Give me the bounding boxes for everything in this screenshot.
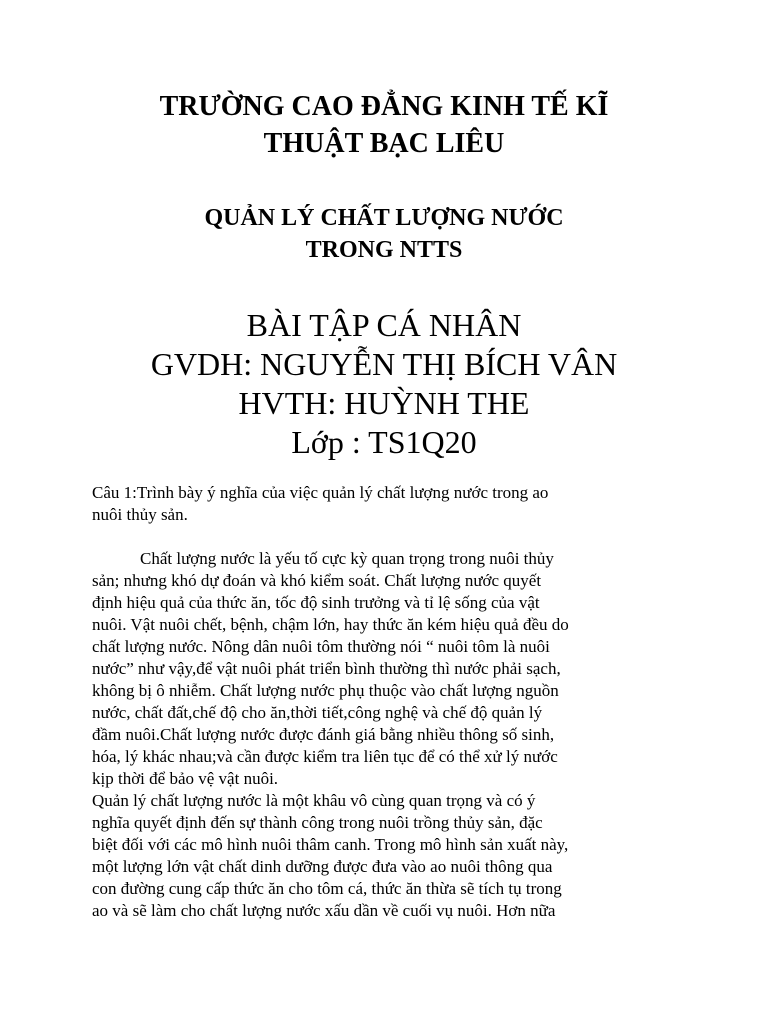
subject-title-line-1: QUẢN LÝ CHẤT LƯỢNG NƯỚC bbox=[204, 205, 564, 231]
instructor-name: GVDH: NGUYỄN THỊ BÍCH VÂN bbox=[150, 346, 618, 382]
assignment-info bbox=[84, 306, 684, 462]
paragraph-line: nước” như vậy,để vật nuôi phát triển bình thường thì nước phải sạch, bbox=[92, 659, 561, 678]
paragraph-line: chất lượng nước. Nông dân nuôi tôm thường nói “ nuôi tôm là nuôi bbox=[92, 637, 550, 656]
paragraph-line: nghĩa quyết định đến sự thành công trong nuôi trồng thủy sản, đặc bbox=[92, 813, 543, 832]
subject-title-line-2: TRONG NTTS bbox=[305, 237, 463, 263]
paragraph-2 bbox=[92, 790, 682, 922]
subject-title bbox=[84, 202, 684, 266]
assignment-type: BÀI TẬP CÁ NHÂN bbox=[246, 307, 522, 343]
paragraph-line: không bị ô nhiễm. Chất lượng nước phụ thuộc vào chất lượng nguồn bbox=[92, 681, 559, 700]
school-name-line-2: THUẬT BẠC LIÊU bbox=[263, 128, 505, 159]
paragraph-1 bbox=[92, 548, 682, 790]
paragraph-line: biệt đối với các mô hình nuôi thâm canh. Trong mô hình sản xuất này, bbox=[92, 835, 569, 854]
paragraph-line: con đường cung cấp thức ăn cho tôm cá, thức ăn thừa sẽ tích tụ trong bbox=[92, 879, 562, 898]
body-text bbox=[92, 482, 682, 922]
paragraph-line: nước, chất đất,chế độ cho ăn,thời tiết,công nghệ và chế độ quản lý bbox=[92, 703, 543, 722]
school-name bbox=[84, 88, 684, 162]
student-name: HVTH: HUỲNH THE bbox=[238, 385, 530, 421]
class-code: Lớp : TS1Q20 bbox=[291, 424, 477, 460]
paragraph-line: Chất lượng nước là yếu tố cực kỳ quan trọng trong nuôi thủy bbox=[140, 549, 554, 568]
paragraph-line: Quản lý chất lượng nước là một khâu vô cùng quan trọng và có ý bbox=[92, 791, 536, 810]
school-name-line-1: TRƯỜNG CAO ĐẲNG KINH TẾ KĨ bbox=[159, 91, 609, 122]
paragraph-line: ao và sẽ làm cho chất lượng nước xấu dần về cuối vụ nuôi. Hơn nữa bbox=[92, 901, 556, 920]
question-line: nuôi thủy sản. bbox=[92, 505, 188, 524]
question-1 bbox=[92, 482, 682, 526]
paragraph-line: định hiệu quả của thức ăn, tốc độ sinh trưởng và tỉ lệ sống của vật bbox=[92, 593, 540, 612]
paragraph-line: một lượng lớn vật chất dinh dưỡng được đưa vào ao nuôi thông qua bbox=[92, 857, 553, 876]
paragraph-line: đầm nuôi.Chất lượng nước được đánh giá bằng nhiều thông số sinh, bbox=[92, 725, 555, 744]
question-line: Câu 1:Trình bày ý nghĩa của việc quản lý chất lượng nước trong ao bbox=[92, 483, 549, 502]
paragraph-line: hóa, lý khác nhau;và cần được kiểm tra liên tục để có thể xử lý nước bbox=[92, 747, 558, 766]
paragraph-line: nuôi. Vật nuôi chết, bệnh, chậm lớn, hay thức ăn kém hiệu quả đều do bbox=[92, 615, 569, 634]
paragraph-line: kịp thời để bảo vệ vật nuôi. bbox=[92, 769, 279, 788]
paragraph-line: sản; nhưng khó dự đoán và khó kiểm soát. Chất lượng nước quyết bbox=[92, 571, 542, 590]
